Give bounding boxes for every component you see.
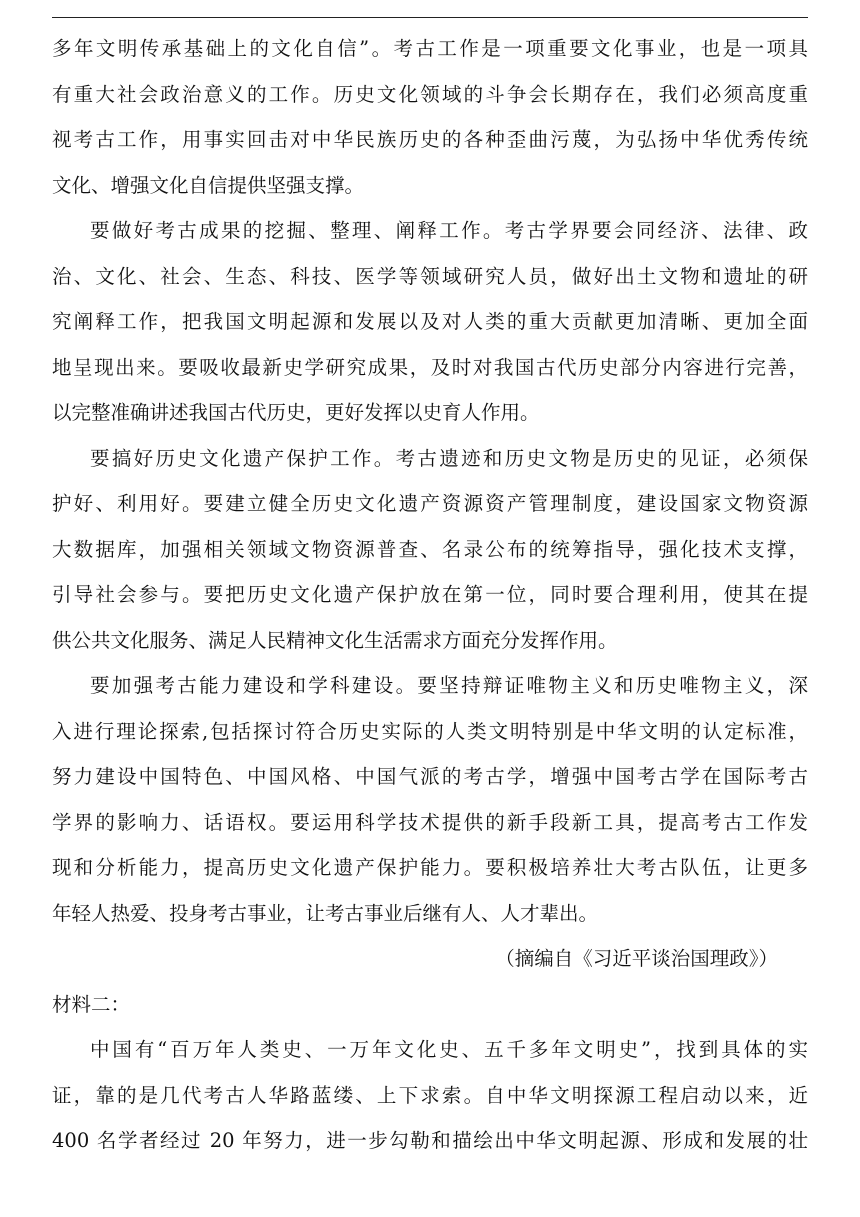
text-line: 年轻人热爱、投身考古事业，让考古事业后继有人、人才辈出。 bbox=[52, 901, 599, 925]
document-body bbox=[52, 26, 808, 1164]
text-line: 视考古工作，用事实回击对中华民族历史的各种歪曲污蔑，为弘扬中华优秀传统 bbox=[52, 128, 808, 151]
top-rule bbox=[52, 17, 808, 18]
text-line: 400 名学者经过 20 年努力，进一步勾勒和描绘出中华文明起源、形成和发展的壮 bbox=[52, 1129, 808, 1152]
text-line: 文化、增强文化自信提供坚强支撑。 bbox=[52, 173, 365, 197]
text-line: 要搞好历史文化遗产保护工作。考古遗迹和历史文物是历史的见证，必须保 bbox=[90, 446, 808, 470]
text-line: 有重大社会政治意义的工作。历史文化领域的斗争会长期存在，我们必须高度重 bbox=[52, 82, 808, 106]
text-line: 大数据库，加强相关领域文物资源普查、名录公布的统筹指导，强化技术支撑， bbox=[52, 537, 808, 561]
text-line: 引导社会参与。要把历史文化遗产保护放在第一位，同时要合理利用，使其在提 bbox=[52, 583, 808, 606]
text-line: 供公共文化服务、满足人民精神文化生活需求方面充分发挥作用。 bbox=[52, 628, 618, 652]
text-line: 证，靠的是几代考古人华路蓝缕、上下求索。自中华文明探源工程启动以来，近 bbox=[52, 1083, 808, 1107]
text-line: 治、文化、社会、生态、科技、医学等领域研究人员，做好出土文物和遗址的研 bbox=[52, 264, 808, 288]
text-line: 努力建设中国特色、中国风格、中国气派的考古学，增强中国考古学在国际考古 bbox=[52, 765, 808, 788]
text-line: 要做好考古成果的挖掘、整理、阐释工作。考古学界要会同经济、法律、政 bbox=[90, 219, 808, 242]
text-line: 以完整准确讲述我国古代历史，更好发挥以史育人作用。 bbox=[52, 401, 540, 424]
text-line: 地呈现出来。要吸收最新史学研究成果，及时对我国古代历史部分内容进行完善， bbox=[52, 355, 808, 379]
text-line: 入进行理论探索,包括探讨符合历史实际的人类文明特别是中华文明的认定标准， bbox=[52, 719, 808, 743]
text-line: 多年文明传承基础上的文化自信”。考古工作是一项重要文化事业，也是一项具 bbox=[52, 37, 808, 60]
text-line: 现和分析能力，提高历史文化遗产保护能力。要积极培养壮大考古队伍，让更多 bbox=[52, 856, 808, 879]
text-line: 护好、利用好。要建立健全历史文化遗产资源资产管理制度，建设国家文物资源 bbox=[52, 492, 808, 515]
text-line: 要加强考古能力建设和学科建设。要坚持辩证唯物主义和历史唯物主义，深 bbox=[90, 674, 808, 697]
source-citation: （摘编自《习近平谈治国理政》） bbox=[495, 947, 778, 970]
text-line: 究阐释工作，把我国文明起源和发展以及对人类的重大贡献更加清晰、更加全面 bbox=[52, 310, 808, 333]
section-label: 材料二： bbox=[52, 992, 131, 1016]
text-line: 学界的影响力、话语权。要运用科学技术提供的新手段新工具，提高考古工作发 bbox=[52, 810, 808, 834]
text-line: 中国有“百万年人类史、一万年文化史、五千多年文明史”，找到具体的实 bbox=[90, 1038, 808, 1061]
